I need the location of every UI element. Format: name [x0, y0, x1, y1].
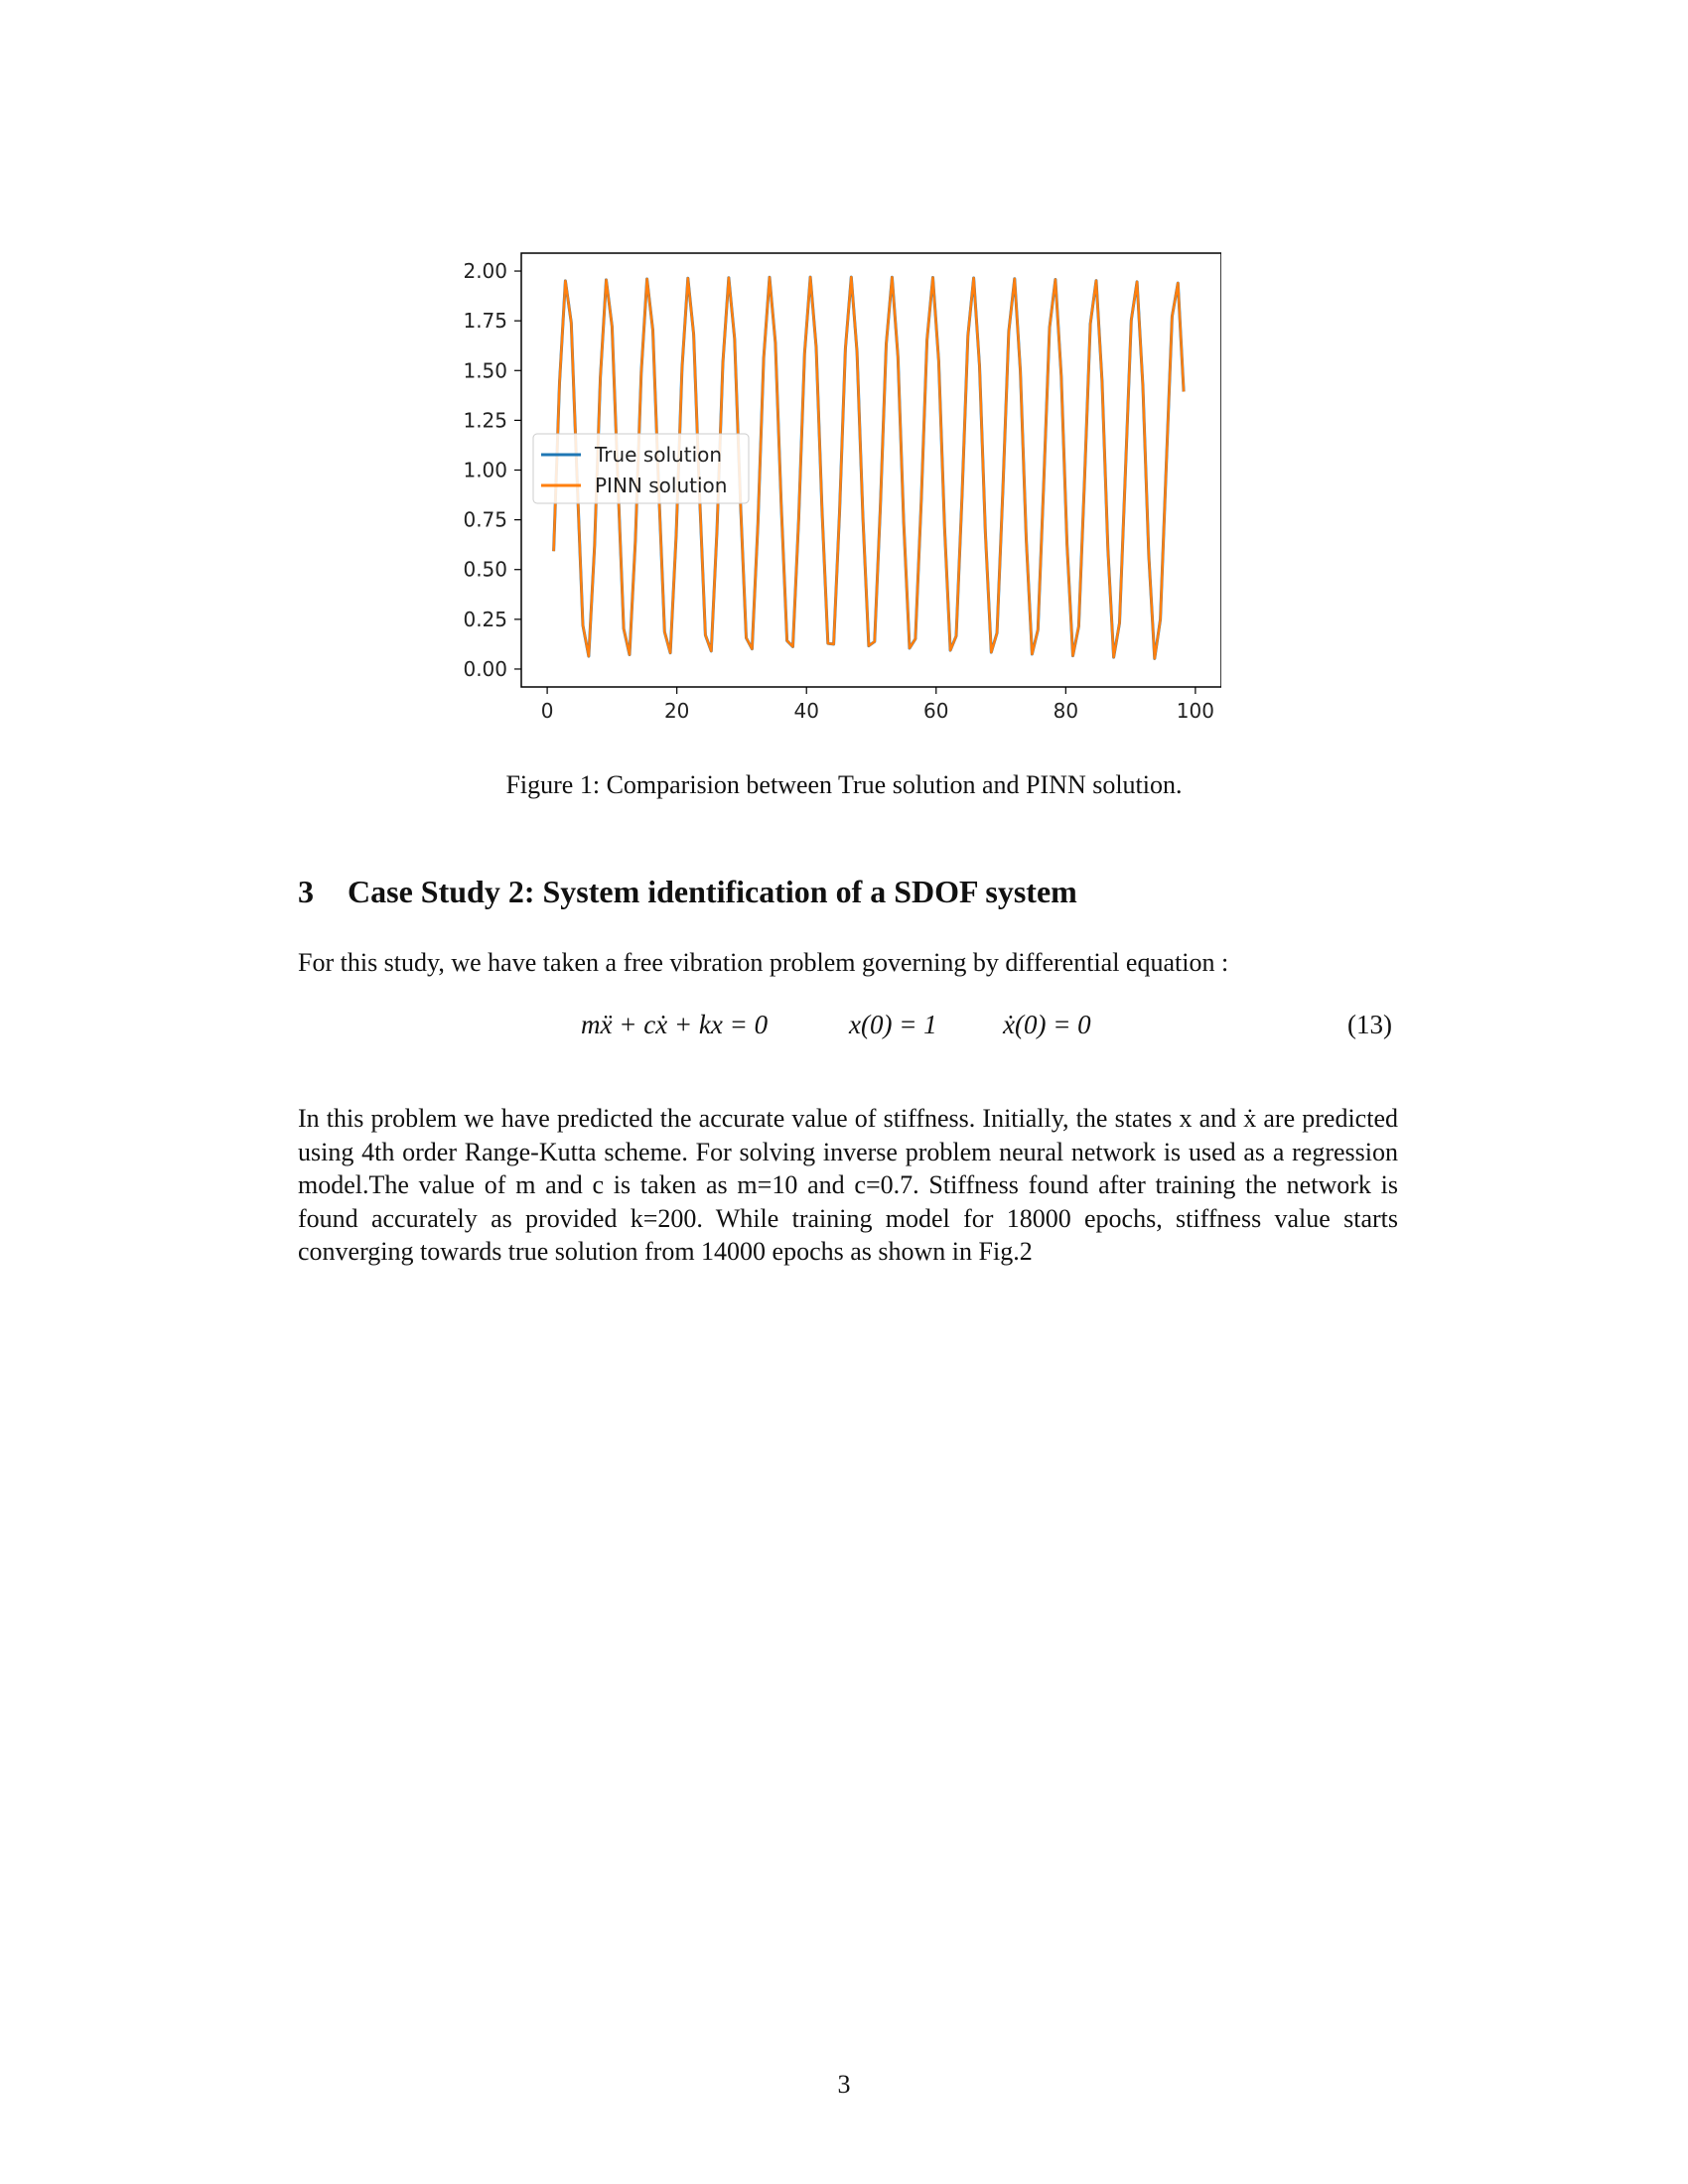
page-number: 3 — [837, 2070, 851, 2099]
x-tick-label: 20 — [663, 699, 690, 723]
intro-text: For this study, we have taken a free vibration problem governing by differential equation : — [298, 948, 1229, 977]
equation-ode: mẍ + cẋ + kx = 0 — [581, 1010, 769, 1039]
x-tick-label: 100 — [1176, 699, 1214, 723]
y-tick-label: 0.50 — [463, 557, 507, 582]
equation-number: (13) — [1347, 1010, 1392, 1039]
y-tick-label: 1.75 — [463, 309, 507, 334]
solution-comparison-chart — [427, 233, 1221, 740]
body-paragraph: In this problem we have predicted the accurate value of stiffness. Initially, the states x and ẋ are predicted using 4th order Range-Kutta scheme. For solving inverse problem neural network is used as a regression model.The value of m and c is taken as m=10 and c=0.7. Stiffness found after training the network is found accurately as provided k=200. While training model for 18000 epochs, stiffness value starts converging towards true solution from 14000 epochs as shown in Fig.2 — [298, 1104, 1398, 1266]
x-tick-label: 0 — [540, 699, 554, 723]
y-tick-label: 1.25 — [463, 408, 507, 433]
y-tick-label: 1.00 — [463, 458, 507, 482]
y-tick-label: 1.50 — [463, 358, 507, 383]
legend-label: PINN solution — [595, 474, 728, 497]
legend-label: True solution — [595, 443, 723, 467]
equation-initial-displacement: x(0) = 1 — [849, 1010, 937, 1039]
y-tick-label: 0.75 — [463, 507, 507, 532]
section-number: 3 — [298, 874, 314, 909]
section-heading — [298, 874, 1077, 910]
y-tick-label: 0.25 — [463, 607, 507, 631]
x-tick-label: 60 — [923, 699, 949, 723]
y-tick-label: 0.00 — [463, 656, 507, 681]
figure-caption: Figure 1: Comparision between True solution and PINN solution. — [505, 770, 1183, 799]
y-tick-label: 2.00 — [463, 259, 507, 284]
section-title: Case Study 2: System identification of a SDOF system — [348, 874, 1077, 909]
equation-initial-velocity: ẋ(0) = 0 — [1003, 1010, 1091, 1039]
x-tick-label: 40 — [793, 699, 819, 723]
x-tick-label: 80 — [1053, 699, 1079, 723]
equation-13 — [0, 1010, 1688, 1049]
